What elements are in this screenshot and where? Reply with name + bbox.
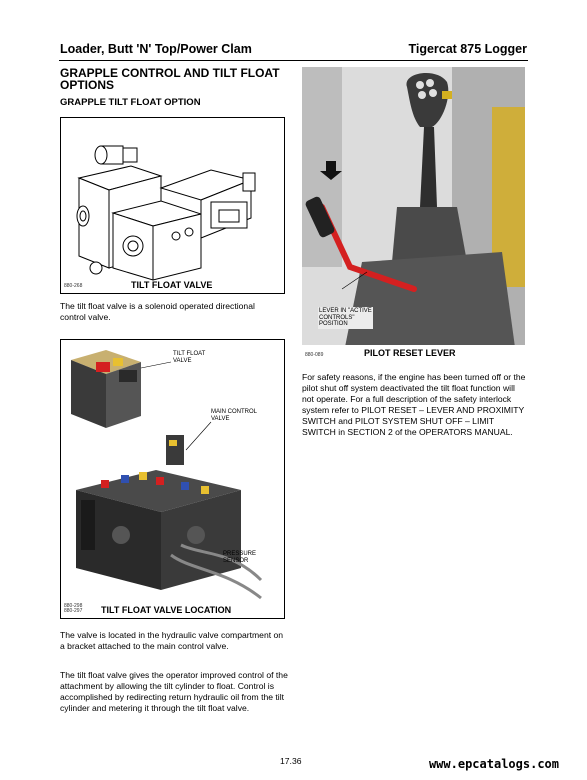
paragraph-valve-function: The tilt float valve gives the operator improved control of the attachment by allowing the tilt cylinder to float. Control is accomplished by redirecting return hydraulic oil from the tilt cylinder and metering it through the tilt float valve. <box>60 670 288 713</box>
paragraph-valve-location: The valve is located in the hydraulic valve compartment on a bracket attached to the main control valve. <box>60 630 284 651</box>
page-number: 17.36 <box>280 756 302 766</box>
callout-pressure-sensor: PRESSURE SENSOR <box>223 551 257 564</box>
figure-tilt-float-valve <box>60 117 285 294</box>
header-left: Loader, Butt 'N' Top/Power Clam <box>60 42 252 56</box>
paragraph-safety-note: For safety reasons, if the engine has been turned off or the pilot shut off system deactivated the tilt float function will not operate. For a full description of the safety interlock system refer to PILOT RESET – LEVER AND PROXIMITY SWITCH and PILOT SYSTEM SHUT OFF – LIMIT SWITCH in SECTION 2 of the OPERATORS MANUAL. <box>302 372 526 437</box>
header-right: Tigercat 875 Logger <box>408 42 527 56</box>
figure2-caption: TILT FLOAT VALVE LOCATION <box>101 605 232 615</box>
valve-location-render <box>61 340 284 618</box>
figure1-caption: TILT FLOAT VALVE <box>131 280 213 290</box>
callout-tilt-float-valve: TILT FLOAT VALVE <box>173 351 206 364</box>
tilt-float-valve-drawing <box>61 118 284 293</box>
figure3-caption: PILOT RESET LEVER <box>364 348 456 358</box>
figure2-number: 880-298 880-297 <box>64 603 83 614</box>
callout-lever-position: LEVER IN "ACTIVE CONTROLS" POSITION <box>319 308 372 327</box>
figure-tilt-float-valve-location <box>60 339 285 619</box>
figure-pilot-reset-lever <box>302 67 525 362</box>
callout-main-control-valve: MAIN CONTROL VALVE <box>211 409 258 422</box>
section-title: GRAPPLE CONTROL AND TILT FLOAT OPTIONS <box>60 66 280 92</box>
header-rule <box>59 60 528 61</box>
figure3-number: 880-089 <box>305 352 324 358</box>
subsection-title: GRAPPLE TILT FLOAT OPTION <box>60 97 201 108</box>
watermark: www.epcatalogs.com <box>428 757 559 771</box>
paragraph-valve-description: The tilt float valve is a solenoid operated directional control valve. <box>60 301 255 322</box>
figure1-number: 880-268 <box>64 283 83 289</box>
